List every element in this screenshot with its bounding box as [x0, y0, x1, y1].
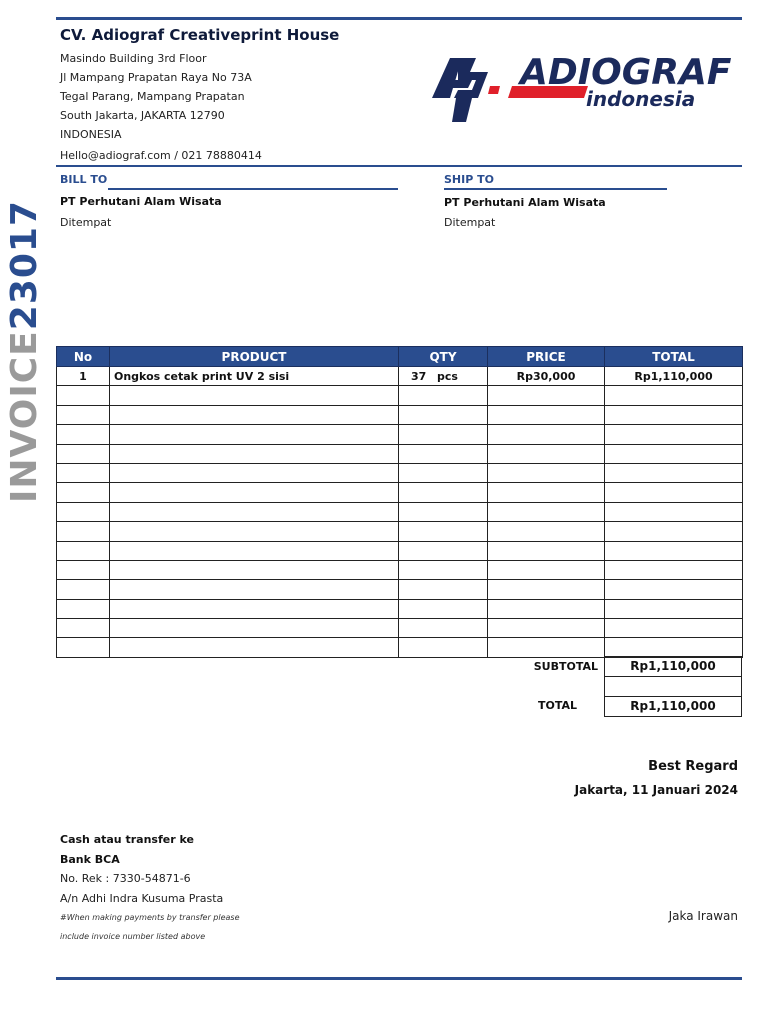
- row-qty-unit: pcs: [437, 369, 458, 383]
- items-table: [56, 346, 743, 658]
- row-product: Ongkos cetak print UV 2 sisi: [110, 367, 399, 386]
- summary-middle-value: [604, 676, 742, 697]
- row-product: [110, 405, 399, 424]
- row-no: [57, 560, 110, 579]
- row-product: [110, 619, 399, 638]
- row-qty: [399, 483, 488, 502]
- row-no: [57, 463, 110, 482]
- row-price: [488, 425, 605, 444]
- row-product: [110, 463, 399, 482]
- row-product: [110, 522, 399, 541]
- ship-to-underline: [444, 188, 667, 190]
- table-row: [57, 386, 743, 405]
- bill-to-underline: [108, 188, 398, 190]
- row-qty: [399, 580, 488, 599]
- payment-note-2: include invoice number listed above: [60, 932, 206, 941]
- header-product: PRODUCT: [110, 347, 399, 367]
- subtotal-label: SUBTOTAL: [533, 660, 598, 673]
- row-no: [57, 599, 110, 618]
- row-price: Rp30,000: [488, 367, 605, 386]
- row-total: [605, 405, 743, 424]
- row-price: [488, 386, 605, 405]
- row-qty: [399, 619, 488, 638]
- table-row: [57, 580, 743, 599]
- row-price: [488, 405, 605, 424]
- payment-holder: A/n Adhi Indra Kusuma Prasta: [60, 892, 224, 905]
- table-header-row: [57, 347, 743, 367]
- payment-account: No. Rek : 7330-54871-6: [60, 872, 191, 885]
- invoice-number: 23017: [4, 199, 45, 331]
- row-no: [57, 483, 110, 502]
- row-total: [605, 580, 743, 599]
- row-total: [605, 444, 743, 463]
- address-line-2: Jl Mampang Prapatan Raya No 73A: [60, 71, 252, 84]
- row-qty: [399, 560, 488, 579]
- row-total: [605, 386, 743, 405]
- row-qty-value: 37: [411, 369, 427, 383]
- top-rule: [56, 17, 742, 20]
- logo-wordmark: ADIOGRAF: [520, 52, 732, 93]
- table-row: [57, 483, 743, 502]
- table-row: [57, 367, 743, 386]
- row-product: [110, 599, 399, 618]
- row-product: [110, 444, 399, 463]
- signature-greeting: Best Regard: [648, 759, 738, 774]
- row-no: [57, 425, 110, 444]
- row-price: [488, 599, 605, 618]
- table-row: [57, 444, 743, 463]
- subtotal-value: Rp1,110,000: [604, 656, 742, 677]
- row-qty: [399, 638, 488, 657]
- table-row: [57, 541, 743, 560]
- row-no: [57, 405, 110, 424]
- row-no: [57, 580, 110, 599]
- row-product: [110, 560, 399, 579]
- row-qty: [399, 425, 488, 444]
- signature-name: Jaka Irawan: [668, 909, 738, 923]
- row-qty: [399, 463, 488, 482]
- row-total: [605, 483, 743, 502]
- table-row: [57, 522, 743, 541]
- row-no: [57, 444, 110, 463]
- row-product: [110, 386, 399, 405]
- invoice-title-word: INVOICE: [4, 330, 45, 503]
- ship-to-label: SHIP TO: [444, 173, 494, 186]
- row-total: [605, 638, 743, 657]
- row-product: [110, 502, 399, 521]
- row-price: [488, 444, 605, 463]
- table-row: [57, 619, 743, 638]
- address-line-1: Masindo Building 3rd Floor: [60, 52, 207, 65]
- row-total: [605, 560, 743, 579]
- ship-to-name: PT Perhutani Alam Wisata: [444, 196, 606, 209]
- ship-to-sub: Ditempat: [444, 216, 496, 229]
- row-product: [110, 541, 399, 560]
- row-total: [605, 463, 743, 482]
- row-qty: [399, 522, 488, 541]
- row-qty: [399, 502, 488, 521]
- bottom-rule: [56, 977, 742, 980]
- total-label: TOTAL: [537, 699, 577, 712]
- row-price: [488, 463, 605, 482]
- row-no: [57, 522, 110, 541]
- row-total: [605, 522, 743, 541]
- row-price: [488, 483, 605, 502]
- table-row: [57, 463, 743, 482]
- row-qty: [399, 444, 488, 463]
- total-value: Rp1,110,000: [604, 696, 742, 717]
- row-qty: [399, 386, 488, 405]
- row-product: [110, 638, 399, 657]
- row-qty: [399, 405, 488, 424]
- row-total: Rp1,110,000: [605, 367, 743, 386]
- payment-heading: Cash atau transfer ke: [60, 833, 194, 846]
- row-price: [488, 638, 605, 657]
- row-no: [57, 541, 110, 560]
- items-body: [57, 367, 743, 658]
- logo-mark: [428, 50, 738, 130]
- table-row: [57, 405, 743, 424]
- table-row: [57, 599, 743, 618]
- table-row: [57, 560, 743, 579]
- header-no: No: [57, 347, 110, 367]
- address-line-3: Tegal Parang, Mampang Prapatan: [60, 90, 245, 103]
- row-qty: [399, 541, 488, 560]
- row-total: [605, 619, 743, 638]
- table-row: [57, 502, 743, 521]
- table-row: [57, 638, 743, 657]
- row-total: [605, 425, 743, 444]
- row-total: [605, 599, 743, 618]
- header-rule: [56, 165, 742, 167]
- row-product: [110, 580, 399, 599]
- row-price: [488, 560, 605, 579]
- header-qty: QTY: [399, 347, 488, 367]
- company-name: CV. Adiograf Creativeprint House: [60, 26, 340, 44]
- row-product: [110, 425, 399, 444]
- table-row: [57, 425, 743, 444]
- payment-note-1: #When making payments by transfer please: [60, 913, 240, 922]
- row-product: [110, 483, 399, 502]
- row-qty: [399, 599, 488, 618]
- row-no: 1: [57, 367, 110, 386]
- row-no: [57, 386, 110, 405]
- bill-to-name: PT Perhutani Alam Wisata: [60, 195, 222, 208]
- company-contact: Hello@adiograf.com / 021 78880414: [60, 149, 262, 162]
- signature-place-date: Jakarta, 11 Januari 2024: [574, 783, 738, 797]
- row-price: [488, 502, 605, 521]
- row-price: [488, 619, 605, 638]
- header-total: TOTAL: [605, 347, 743, 367]
- row-no: [57, 638, 110, 657]
- row-qty: [399, 367, 488, 386]
- row-price: [488, 541, 605, 560]
- bill-to-label: BILL TO: [60, 173, 108, 186]
- header-price: PRICE: [488, 347, 605, 367]
- row-no: [57, 619, 110, 638]
- row-price: [488, 522, 605, 541]
- row-total: [605, 541, 743, 560]
- row-no: [57, 502, 110, 521]
- company-logo: [428, 50, 738, 130]
- invoice-title: [2, 199, 48, 503]
- bill-to-sub: Ditempat: [60, 216, 112, 229]
- logo-subtext: indonesia: [586, 87, 696, 111]
- row-total: [605, 502, 743, 521]
- address-line-5: INDONESIA: [60, 128, 122, 141]
- address-line-4: South Jakarta, JAKARTA 12790: [60, 109, 225, 122]
- payment-bank: Bank BCA: [60, 853, 120, 866]
- row-price: [488, 580, 605, 599]
